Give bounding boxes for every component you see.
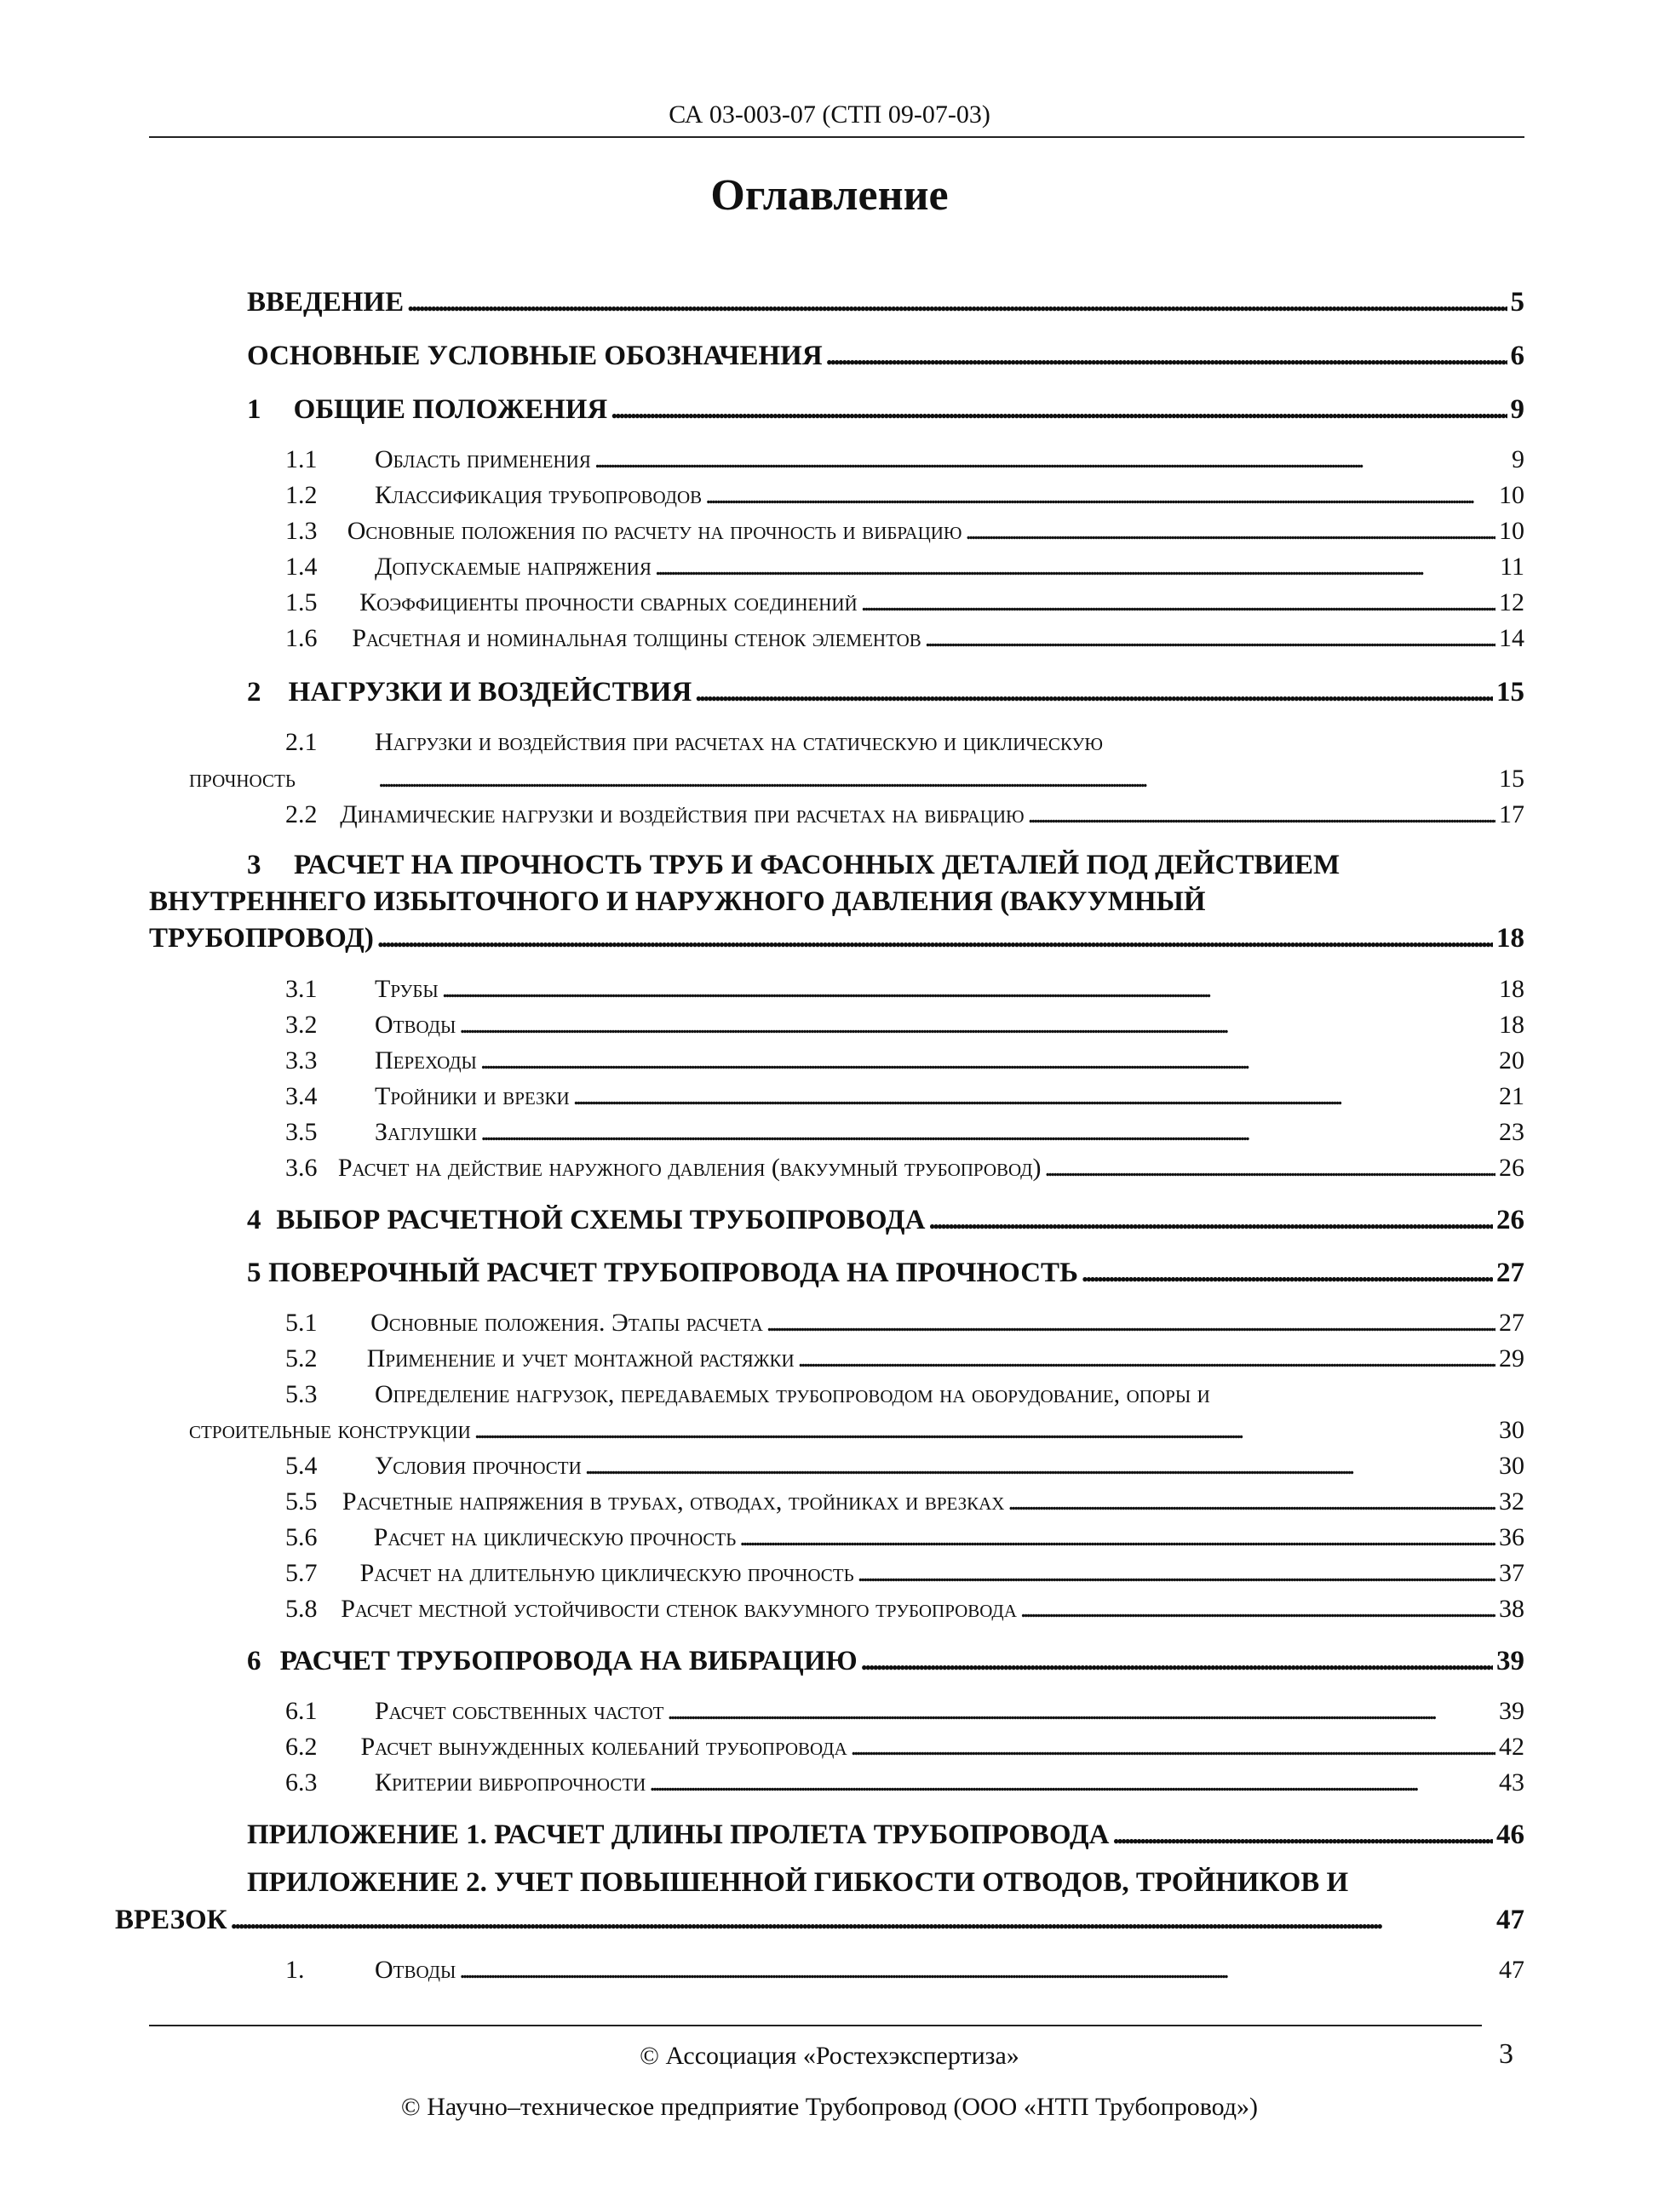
page-number: 3 [1499, 2038, 1513, 2070]
toc-leader-dots [826, 341, 1507, 372]
toc-page-number: 29 [1499, 1344, 1524, 1372]
toc-entry-text: ВВЕДЕНИЕ [247, 287, 405, 318]
toc-entry-number: 1 [247, 394, 261, 425]
toc-entry-number: 3.2 [285, 1011, 318, 1039]
toc-entry-6-3[interactable] [285, 1768, 1524, 1797]
toc-entry-5-3-continuation[interactable] [189, 1416, 1524, 1445]
toc-entry-text: Расчетная и номинальная толщины стенок элементов [352, 624, 921, 652]
toc-entry-text-continued: строительные конструкции [189, 1416, 471, 1444]
toc-leader-dots [459, 1011, 1495, 1040]
toc-leader-dots [459, 1956, 1495, 1985]
toc-leader-dots [966, 517, 1496, 546]
toc-page-number: 26 [1496, 1205, 1524, 1235]
toc-leader-dots [474, 1416, 1495, 1445]
toc-entry-5-3-first-line[interactable] [285, 1380, 1210, 1409]
toc-entry-number: 5.7 [285, 1559, 318, 1587]
toc-entry-number: 1.3 [285, 517, 318, 545]
toc-leader-dots [1044, 1154, 1495, 1183]
toc-entry-1-1[interactable] [285, 445, 1524, 474]
toc-entry-section-6[interactable] [247, 1646, 1524, 1677]
toc-page-number: 15 [1499, 765, 1524, 793]
toc-page-number: 11 [1500, 553, 1524, 581]
toc-entry-text: Условия прочности [375, 1452, 582, 1480]
toc-entry-number: 6.3 [285, 1768, 318, 1797]
toc-entry-text: Критерии вибропрочности [375, 1768, 646, 1797]
toc-page-number: 5 [1510, 287, 1524, 318]
toc-page-number: 20 [1499, 1046, 1524, 1074]
toc-leader-dots [480, 1118, 1495, 1147]
toc-page-number: 39 [1496, 1646, 1524, 1676]
toc-page-number: 47 [1496, 1905, 1524, 1935]
toc-entry-notation[interactable] [247, 341, 1524, 372]
toc-leader-dots [573, 1082, 1495, 1111]
toc-page-number: 39 [1499, 1697, 1524, 1725]
toc-leader-dots [861, 1646, 1493, 1677]
toc-entry-text: Отводы [375, 1011, 456, 1039]
toc-entry-number: 6.2 [285, 1733, 318, 1761]
toc-entry-text: Расчет местной устойчивости стенок вакуумного трубопровода [341, 1595, 1017, 1623]
toc-entry-number: 1. [285, 1956, 305, 1984]
toc-leader-dots [442, 975, 1495, 1004]
toc-entry-5-2[interactable] [285, 1344, 1524, 1373]
toc-entry-appendix-2-1[interactable] [285, 1956, 1524, 1985]
toc-leader-dots [378, 765, 1495, 794]
toc-entry-text: Область применения [375, 445, 591, 473]
toc-entry-number: 5.8 [285, 1595, 318, 1623]
toc-entry-number: 5.4 [285, 1452, 318, 1480]
toc-entry-5-7[interactable] [285, 1559, 1524, 1588]
toc-leader-dots [1028, 800, 1495, 829]
toc-entry-text-continued: прочность [189, 765, 296, 793]
toc-entry-text: ПРИЛОЖЕНИЕ 1. РАСЧЕТ ДЛИНЫ ПРОЛЕТА ТРУБОПРОВОДА [247, 1819, 1110, 1850]
toc-leader-dots [851, 1733, 1495, 1762]
toc-leader-dots [798, 1344, 1495, 1373]
toc-page-number: 26 [1499, 1154, 1524, 1182]
header-rule [149, 136, 1524, 138]
toc-page-number: 43 [1499, 1768, 1524, 1797]
footer-rule [149, 2025, 1482, 2026]
toc-page-number: 38 [1499, 1595, 1524, 1623]
toc-leader-dots [928, 1205, 1493, 1236]
toc-entry-3-3[interactable] [285, 1046, 1524, 1075]
toc-entry-text-continued: ВНУТРЕННЕГО ИЗБЫТОЧНОГО И НАРУЖНОГО ДАВЛЕНИЯ (ВАКУУМНЫЙ [149, 886, 1206, 917]
toc-leader-dots [480, 1046, 1495, 1075]
toc-entry-5-4[interactable] [285, 1452, 1524, 1481]
toc-entry-2-1-first-line[interactable] [285, 728, 1103, 757]
toc-entry-text: ПОВЕРОЧНЫЙ РАСЧЕТ ТРУБОПРОВОДА НА ПРОЧНОСТЬ [268, 1258, 1078, 1288]
toc-entry-number: 5.3 [285, 1380, 318, 1408]
toc-entry-number: 6.1 [285, 1697, 318, 1725]
toc-entry-text-continued: ТРУБОПРОВОД) [149, 923, 374, 954]
toc-entry-text: Коэффициенты прочности сварных соединений [359, 588, 858, 616]
toc-entry-1-2[interactable] [285, 481, 1524, 510]
toc-entry-text: Применение и учет монтажной растяжки [366, 1344, 795, 1372]
toc-entry-1-6[interactable] [285, 624, 1524, 653]
toc-page-number: 36 [1499, 1523, 1524, 1551]
toc-entry-number: 1.2 [285, 481, 318, 509]
toc-entry-section-5[interactable] [247, 1258, 1524, 1289]
toc-page-number: 30 [1499, 1452, 1524, 1480]
toc-entry-text: Отводы [375, 1956, 456, 1984]
toc-leader-dots [231, 1905, 1493, 1936]
toc-entry-text: РАСЧЕТ ТРУБОПРОВОДА НА ВИБРАЦИЮ [279, 1646, 858, 1676]
toc-page-number: 18 [1499, 1011, 1524, 1039]
toc-entry-text-continued: ВРЕЗОК [115, 1905, 227, 1935]
copyright-enterprise: © Научно–техническое предприятие Трубопровод (ООО «НТП Трубопровод») [400, 2093, 1259, 2121]
toc-entry-number: 5.2 [285, 1344, 318, 1372]
toc-page-number: 14 [1499, 624, 1524, 652]
toc-entry-number: 5 [247, 1258, 261, 1288]
toc-entry-text: Динамические нагрузки и воздействия при расчетах на вибрацию [340, 800, 1025, 828]
toc-entry-3-5[interactable] [285, 1118, 1524, 1147]
toc-page-number: 10 [1499, 481, 1524, 509]
toc-page-number: 46 [1496, 1819, 1524, 1850]
toc-leader-dots [858, 1559, 1495, 1588]
toc-entry-number: 6 [247, 1646, 261, 1676]
toc-leader-dots [861, 588, 1495, 617]
toc-entry-section-1[interactable] [247, 394, 1524, 426]
toc-entry-text: Трубы [375, 975, 439, 1003]
toc-entry-5-5[interactable] [285, 1487, 1524, 1516]
toc-entry-appendix-2-first-line[interactable] [247, 1867, 1348, 1899]
toc-entry-text: Расчет вынужденных колебаний трубопровода [360, 1733, 847, 1761]
toc-entry-text: Расчет собственных частот [375, 1697, 664, 1725]
toc-page-number: 18 [1499, 975, 1524, 1003]
toc-entry-number: 3.6 [285, 1154, 318, 1182]
toc-entry-text: РАСЧЕТ НА ПРОЧНОСТЬ ТРУБ И ФАСОННЫХ ДЕТАЛЕЙ ПОД ДЕЙСТВИЕМ [294, 850, 1340, 880]
toc-entry-text: Определение нагрузок, передаваемых трубопроводом на оборудование, опоры и [375, 1380, 1210, 1408]
toc-entry-text: ВЫБОР РАСЧЕТНОЙ СХЕМЫ ТРУБОПРОВОДА [276, 1205, 926, 1235]
toc-entry-number: 3.3 [285, 1046, 318, 1074]
page-title: Оглавление [710, 171, 949, 220]
toc-entry-number: 1.6 [285, 624, 318, 652]
toc-page-number: 18 [1496, 923, 1524, 954]
toc-entry-number: 5.5 [285, 1487, 318, 1516]
toc-leader-dots [585, 1452, 1495, 1481]
toc-leader-dots [667, 1697, 1495, 1726]
toc-leader-dots [739, 1523, 1495, 1552]
toc-leader-dots [407, 287, 1507, 318]
toc-entry-text: НАГРУЗКИ И ВОЗДЕЙСТВИЯ [288, 677, 692, 708]
toc-page-number: 10 [1499, 517, 1524, 545]
toc-entry-1-4[interactable] [285, 553, 1524, 582]
toc-entry-6-1[interactable] [285, 1697, 1524, 1726]
toc-leader-dots [1007, 1487, 1495, 1516]
toc-entry-number: 5.1 [285, 1309, 318, 1337]
copyright-association: © Ассоциация «Ростехэкспертиза» [640, 2042, 1019, 2070]
toc-leader-dots [377, 923, 1493, 954]
toc-leader-dots [594, 445, 1508, 474]
toc-entry-6-2[interactable] [285, 1733, 1524, 1762]
document-code: СА 03-003-07 (СТП 09-07-03) [669, 100, 990, 129]
toc-entry-text: Основные положения по расчету на прочность и вибрацию [347, 517, 962, 545]
toc-entry-2-1-continuation[interactable] [189, 765, 1524, 794]
toc-entry-text: Тройники и врезки [375, 1082, 570, 1110]
toc-page-number: 6 [1510, 341, 1524, 371]
toc-page-number: 30 [1499, 1416, 1524, 1444]
toc-entry-appendix-1[interactable] [247, 1819, 1524, 1851]
toc-leader-dots [611, 394, 1507, 426]
toc-entry-number: 3.4 [285, 1082, 318, 1110]
toc-entry-intro[interactable] [247, 287, 1524, 318]
toc-leader-dots [705, 481, 1495, 510]
toc-entry-number: 3.1 [285, 975, 318, 1003]
toc-entry-text: Расчет на действие наружного давления (вакуумный трубопровод) [337, 1154, 1042, 1182]
toc-entry-number: 5.6 [285, 1523, 318, 1551]
toc-entry-number: 2.2 [285, 800, 318, 828]
toc-entry-text: Расчет на циклическую прочность [373, 1523, 737, 1551]
toc-entry-1-5[interactable] [285, 588, 1524, 617]
toc-entry-3-6[interactable] [285, 1154, 1524, 1183]
toc-entry-number: 4 [247, 1205, 261, 1235]
toc-entry-text: Допускаемые напряжения [375, 553, 652, 581]
toc-entry-number: 1.1 [285, 445, 318, 473]
toc-page-number: 9 [1510, 394, 1524, 425]
toc-entry-text: Нагрузки и воздействия при расчетах на статическую и циклическую [375, 728, 1103, 756]
toc-entry-5-8[interactable] [285, 1595, 1524, 1624]
toc-entry-appendix-2-continuation[interactable] [115, 1905, 1524, 1936]
toc-entry-3-1[interactable] [285, 975, 1524, 1004]
toc-entry-number: 2.1 [285, 728, 318, 756]
toc-leader-dots [1082, 1258, 1493, 1289]
toc-entry-3-2[interactable] [285, 1011, 1524, 1040]
toc-entry-section-3-second-line [149, 886, 1206, 918]
toc-page-number: 23 [1499, 1118, 1524, 1146]
toc-page-number: 32 [1499, 1487, 1524, 1516]
toc-entry-section-3-first-line[interactable] [247, 850, 1340, 881]
toc-entry-2-2[interactable] [285, 800, 1524, 829]
toc-page-number: 9 [1512, 445, 1524, 473]
toc-entry-text: Расчетные напряжения в трубах, отводах, тройниках и врезках [342, 1487, 1005, 1516]
toc-page-number: 15 [1496, 677, 1524, 708]
toc-entry-text: Основные положения. Этапы расчета [370, 1309, 763, 1337]
toc-entry-text: ОБЩИЕ ПОЛОЖЕНИЯ [293, 394, 608, 425]
toc-entry-3-4[interactable] [285, 1082, 1524, 1111]
toc-page-number: 37 [1499, 1559, 1524, 1587]
toc-page-number: 42 [1499, 1733, 1524, 1761]
toc-entry-number: 1.4 [285, 553, 318, 581]
toc-entry-text: ПРИЛОЖЕНИЕ 2. УЧЕТ ПОВЫШЕННОЙ ГИБКОСТИ ОТВОДОВ, ТРОЙНИКОВ И [247, 1867, 1349, 1898]
toc-leader-dots [1112, 1819, 1493, 1851]
toc-leader-dots [925, 624, 1495, 653]
toc-entry-5-1[interactable] [285, 1309, 1524, 1338]
toc-entry-text: Переходы [375, 1046, 477, 1074]
toc-entry-text: Заглушки [375, 1118, 478, 1146]
toc-page-number: 47 [1499, 1956, 1524, 1984]
toc-leader-dots [766, 1309, 1495, 1338]
toc-entry-section-2[interactable] [247, 677, 1524, 708]
toc-leader-dots [695, 677, 1493, 708]
toc-page-number: 27 [1496, 1258, 1524, 1288]
toc-entry-5-6[interactable] [285, 1523, 1524, 1552]
toc-entry-text: Расчет на длительную циклическую прочность [359, 1559, 854, 1587]
toc-entry-text: Классификация трубопроводов [375, 481, 703, 509]
toc-entry-number: 1.5 [285, 588, 318, 616]
toc-entry-section-3-last-line[interactable] [149, 923, 1524, 954]
toc-entry-section-4[interactable] [247, 1205, 1524, 1236]
toc-page-number: 21 [1499, 1082, 1524, 1110]
toc-entry-number: 3 [247, 850, 261, 880]
toc-page-number: 17 [1499, 800, 1524, 828]
toc-page-number: 27 [1499, 1309, 1524, 1337]
toc-entry-number: 2 [247, 677, 261, 708]
toc-leader-dots [649, 1768, 1495, 1797]
toc-entry-text: ОСНОВНЫЕ УСЛОВНЫЕ ОБОЗНАЧЕНИЯ [247, 341, 823, 371]
toc-leader-dots [1020, 1595, 1495, 1624]
toc-entry-1-3[interactable] [285, 517, 1524, 546]
toc-page-number: 12 [1499, 588, 1524, 616]
toc-leader-dots [655, 553, 1496, 582]
toc-entry-number: 3.5 [285, 1118, 318, 1146]
